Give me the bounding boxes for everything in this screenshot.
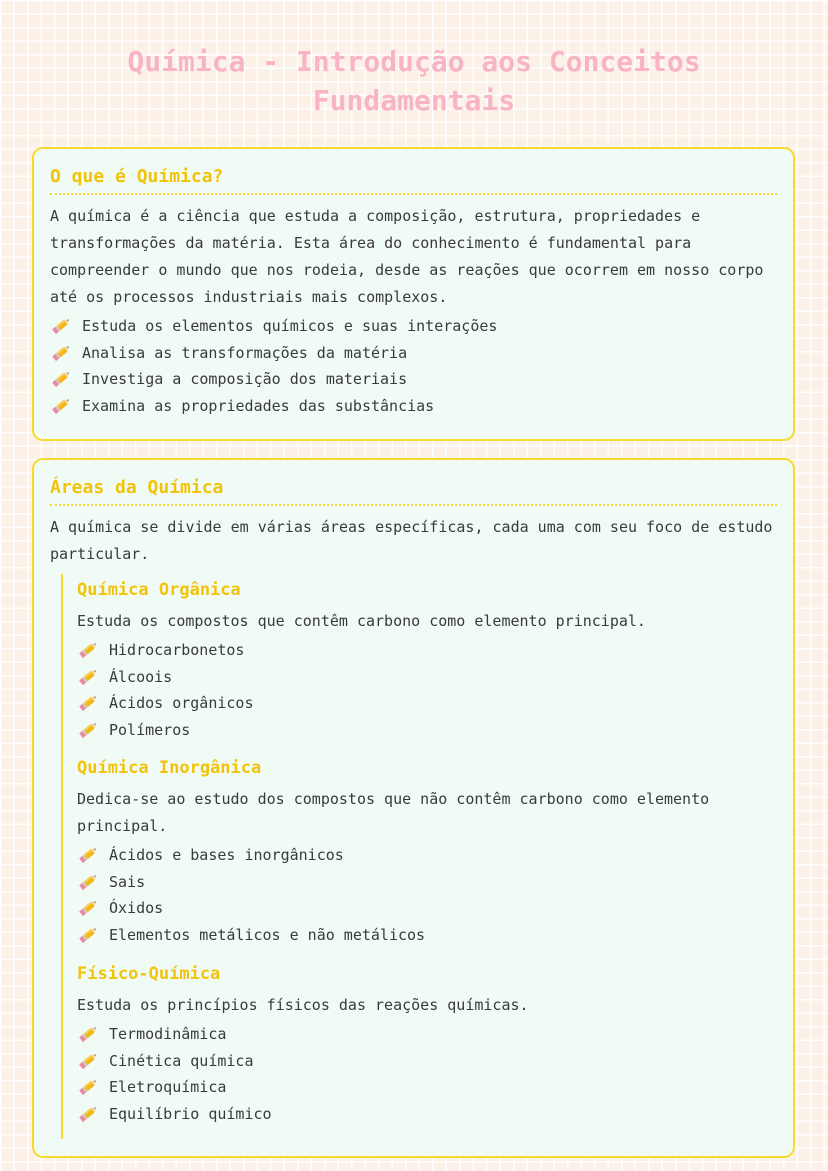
list-item — [77, 1021, 777, 1048]
list-item — [50, 366, 777, 393]
list-item — [77, 869, 777, 896]
section-what-is-chemistry — [32, 147, 795, 441]
list-item-text: Ácidos orgânicos — [109, 694, 254, 712]
list-item-text: Eletroquímica — [109, 1078, 227, 1096]
bullet-list — [50, 313, 777, 419]
pencil-icon — [50, 343, 72, 363]
list-item-text: Álcoois — [109, 667, 173, 686]
list-item-text: Equilíbrio químico — [109, 1104, 272, 1123]
subsection-description: Dedica-se ao estudo dos compostos que não contêm carbono como elemento principal. — [77, 790, 710, 835]
section-paragraph: A química é a ciência que estuda a composição, estrutura, propriedades e transformações da matéria. Esta área do conhecimento é fundamental para compreender o mundo que nos rodeia, desde as reações que ocorrem em nosso corpo até os processos industriais mais complexos. — [50, 207, 764, 306]
pencil-icon — [50, 396, 72, 416]
list-item-text: Sais — [109, 872, 146, 891]
subsection-title: Química Inorgânica — [77, 758, 262, 778]
list-item — [77, 895, 777, 922]
list-item-text: Ácidos e bases inorgânicos — [109, 846, 344, 864]
pencil-icon — [77, 720, 99, 740]
list-item — [77, 1048, 777, 1075]
list-item-text: Examina as propriedades das substâncias — [82, 396, 435, 415]
subsection-physical-chemistry — [61, 958, 777, 1139]
bullet-list — [77, 1021, 777, 1127]
list-item-text: Estuda os elementos químicos e suas interações — [82, 317, 498, 335]
pencil-icon — [77, 925, 99, 945]
pencil-icon — [77, 1024, 99, 1044]
pencil-icon — [77, 640, 99, 660]
page-title: Química - Introdução aos Conceitos Fundamentais — [127, 45, 701, 117]
subsection-inorganic-chemistry — [61, 751, 777, 958]
subsection-description: Estuda os princípios físicos das reações químicas. — [77, 996, 529, 1014]
list-item-text: Analisa as transformações da matéria — [82, 343, 408, 362]
section-chemistry-areas — [32, 458, 795, 1158]
pencil-icon — [77, 1104, 99, 1124]
pencil-icon — [77, 1077, 99, 1097]
section-title: Áreas da Química — [50, 474, 777, 506]
list-item-text: Cinética química — [109, 1051, 254, 1070]
list-item — [77, 717, 777, 744]
subsection-title: Química Orgânica — [77, 580, 241, 600]
list-item — [77, 690, 777, 717]
subsection-description: Estuda os compostos que contêm carbono como elemento principal. — [77, 612, 646, 630]
subsection-title: Físico-Química — [77, 964, 221, 984]
list-item-text: Elementos metálicos e não metálicos — [109, 925, 426, 944]
list-item — [77, 922, 777, 949]
pencil-icon — [50, 316, 72, 336]
list-item — [77, 842, 777, 869]
list-item — [50, 340, 777, 367]
pencil-icon — [77, 693, 99, 713]
list-item — [50, 393, 777, 420]
section-paragraph: A química se divide em várias áreas específicas, cada uma com seu foco de estudo particular. — [50, 518, 773, 563]
bullet-list — [77, 842, 777, 948]
list-item — [77, 1101, 777, 1128]
pencil-icon — [50, 369, 72, 389]
list-item — [50, 313, 777, 340]
list-item-text: Investiga a composição dos materiais — [82, 370, 408, 388]
bullet-list — [77, 637, 777, 743]
list-item — [77, 1074, 777, 1101]
list-item — [77, 664, 777, 691]
pencil-icon — [77, 845, 99, 865]
list-item-text: Óxidos — [109, 899, 164, 917]
list-item-text: Polímeros — [109, 720, 191, 739]
pencil-icon — [77, 898, 99, 918]
list-item-text: Hidrocarbonetos — [109, 641, 245, 659]
pencil-icon — [77, 667, 99, 687]
list-item-text: Termodinâmica — [109, 1025, 227, 1043]
section-title: O que é Química? — [50, 163, 777, 195]
subsection-organic-chemistry — [61, 574, 777, 751]
pencil-icon — [77, 1051, 99, 1071]
pencil-icon — [77, 872, 99, 892]
list-item — [77, 637, 777, 664]
